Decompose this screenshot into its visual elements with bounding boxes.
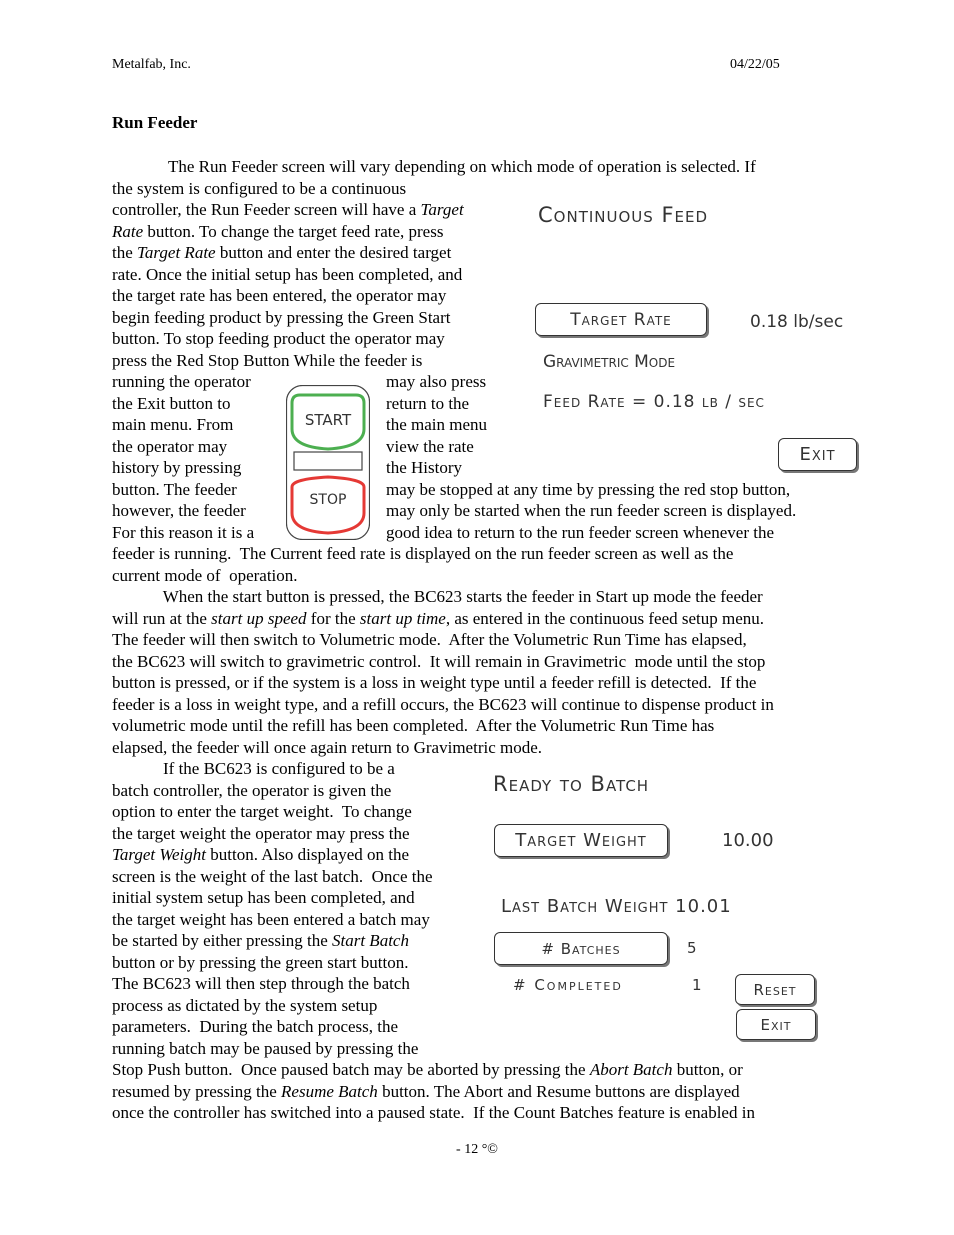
text-line: feeder is a loss in weight type, and a refill occurs, the BC623 will continue to dispense product in bbox=[112, 694, 774, 714]
batch-exit-button[interactable]: Exit bbox=[736, 1009, 816, 1040]
text-line: return to the bbox=[386, 393, 470, 413]
completed-value: 1 bbox=[692, 976, 702, 994]
text-line: rate. Once the initial setup has been completed, and bbox=[112, 264, 463, 284]
gravimetric-mode-label: Gravimetric Mode bbox=[543, 352, 676, 372]
target-weight-button[interactable]: Target Weight bbox=[494, 824, 668, 857]
section-title: Run Feeder bbox=[112, 113, 198, 132]
text-line: option to enter the target weight. To change bbox=[112, 802, 412, 821]
text-line: The feeder will then switch to Volumetric mode. After the Volumetric Run Time has elapsed, bbox=[112, 630, 747, 649]
text-line: begin feeding product by pressing the Green Start bbox=[112, 307, 451, 327]
reset-button[interactable]: Reset bbox=[735, 974, 815, 1005]
start-stop-panel bbox=[286, 385, 370, 540]
text-line: will run at the start up speed for the start up time, as entered in the continuous feed setup menu. bbox=[112, 608, 765, 628]
text-line: main menu. From bbox=[112, 415, 234, 434]
text-line: When the start button is pressed, the BC623 starts the feeder in Start up mode the feeder bbox=[112, 587, 763, 606]
page-footer: - 12 °© bbox=[456, 1142, 498, 1157]
text-line: however, the feeder bbox=[112, 501, 246, 520]
continuous-feed-title: Continuous Feed bbox=[538, 203, 709, 227]
target-rate-value: 0.18 lb/sec bbox=[750, 312, 844, 332]
text-line: parameters. During the batch process, the bbox=[112, 1017, 399, 1036]
text-line: the Target Rate button and enter the desired target bbox=[112, 243, 452, 262]
text-line: feeder is running. The Current feed rate is displayed on the run feeder screen as well as the bbox=[112, 544, 734, 563]
text-line: button. The feeder bbox=[112, 479, 237, 499]
text-line: once the controller has switched into a paused state. If the Count Batches feature is enabled in bbox=[112, 1103, 755, 1122]
text-line: resumed by pressing the Resume Batch button. The Abort and Resume buttons are displayed bbox=[112, 1081, 740, 1101]
text-line: For this reason it is a bbox=[112, 522, 255, 542]
header-date: 04/22/05 bbox=[730, 57, 780, 72]
text-line: Stop Push button. Once paused batch may be aborted by pressing the Abort Batch button, or bbox=[112, 1060, 743, 1079]
display-window bbox=[294, 452, 362, 470]
text-line: current mode of operation. bbox=[112, 565, 298, 585]
batches-button[interactable]: # Batches bbox=[494, 932, 668, 965]
text-line: Target Weight button. Also displayed on the bbox=[112, 845, 410, 864]
text-line: The Run Feeder screen will vary depending on which mode of operation is selected. If bbox=[168, 157, 756, 176]
text-line: view the rate bbox=[386, 436, 474, 456]
last-batch-weight: Last Batch Weight 10.01 bbox=[501, 896, 732, 917]
text-line: button or by pressing the green start button. bbox=[112, 952, 409, 972]
text-line: controller, the Run Feeder screen will have a Target bbox=[112, 200, 464, 219]
text-line: the operator may bbox=[112, 436, 228, 456]
feed-rate-readout: Feed Rate = 0.18 lb / sec bbox=[543, 392, 765, 412]
target-weight-value: 10.00 bbox=[722, 830, 774, 851]
text-line: history by pressing bbox=[112, 458, 242, 477]
ready-to-batch-title: Ready to Batch bbox=[493, 772, 650, 796]
completed-label: # Completed bbox=[513, 976, 623, 994]
text-line: If the BC623 is configured to be a bbox=[112, 759, 395, 778]
text-line: the target weight the operator may press the bbox=[112, 823, 410, 843]
stop-label: STOP bbox=[309, 492, 347, 508]
text-line: screen is the weight of the last batch. Once the bbox=[112, 866, 433, 886]
target-rate-button[interactable]: Target Rate bbox=[535, 303, 707, 336]
text-line: the Exit button to bbox=[112, 393, 231, 413]
text-line: running batch may be paused by pressing the bbox=[112, 1038, 419, 1058]
text-line: button. To stop feeding product the operator may bbox=[112, 329, 445, 348]
text-line: initial system setup has been completed, and bbox=[112, 888, 415, 907]
text-line: the main menu bbox=[386, 415, 488, 434]
exit-button[interactable]: Exit bbox=[778, 438, 857, 471]
start-label: START bbox=[304, 411, 352, 429]
text-line: running the operator bbox=[112, 372, 251, 391]
batches-value: 5 bbox=[687, 939, 697, 957]
text-line: may be stopped at any time by pressing the red stop button, bbox=[386, 479, 791, 499]
text-line: button is pressed, or if the system is a loss in weight type until a feeder refill is detected. If the bbox=[112, 673, 757, 692]
text-line: the target rate has been entered, the operator may bbox=[112, 286, 447, 305]
text-line: may only be started when the run feeder screen is displayed. bbox=[386, 501, 797, 520]
text-line: the target weight has been entered a batch may bbox=[112, 909, 430, 929]
text-line: be started by either pressing the Start Batch bbox=[112, 931, 409, 950]
text-line: the system is configured to be a continuous bbox=[112, 178, 407, 198]
text-line: process as dictated by the system setup bbox=[112, 995, 378, 1015]
text-line: The BC623 will then step through the batch bbox=[112, 974, 410, 993]
text-line: batch controller, the operator is given the bbox=[112, 780, 392, 800]
text-line: elapsed, the feeder will once again return to Gravimetric mode. bbox=[112, 737, 543, 757]
text-line: press the Red Stop Button While the feeder is bbox=[112, 350, 423, 370]
header-company: Metalfab, Inc. bbox=[112, 57, 191, 72]
text-line: good idea to return to the run feeder screen whenever the bbox=[386, 522, 774, 542]
text-line: Rate button. To change the target feed rate, press bbox=[112, 221, 444, 241]
text-line: volumetric mode until the refill has been completed. After the Volumetric Run Time has bbox=[112, 716, 715, 735]
text-line: may also press bbox=[386, 372, 487, 391]
text-line: the BC623 will switch to gravimetric control. It will remain in Gravimetric mode until the stop bbox=[112, 651, 766, 671]
text-line: the History bbox=[386, 458, 463, 477]
